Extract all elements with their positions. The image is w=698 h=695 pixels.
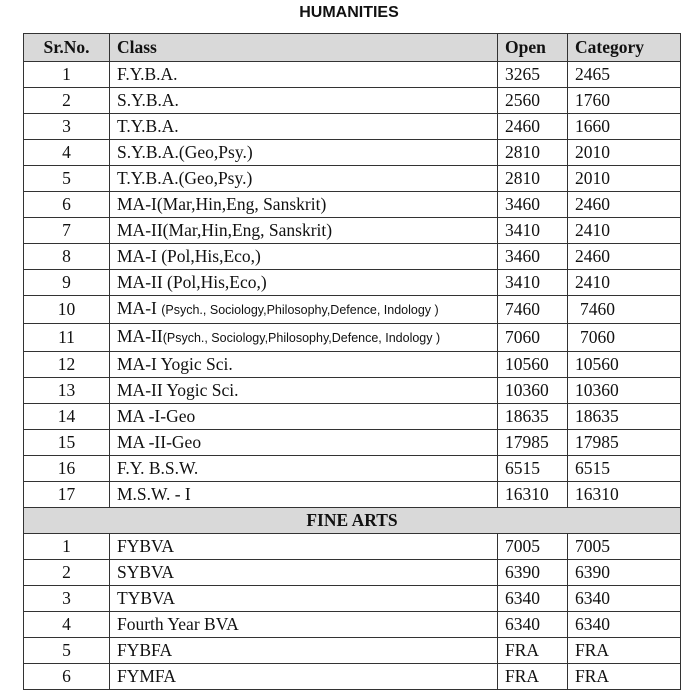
- class-cell: FYBFA: [110, 638, 498, 664]
- open-fee-cell: 3410: [498, 270, 568, 296]
- sr-no-cell: 1: [24, 534, 110, 560]
- class-name: MA-II: [117, 326, 163, 346]
- sr-no-cell: 13: [24, 378, 110, 404]
- sr-no-cell: 17: [24, 482, 110, 508]
- class-cell: MA-II Yogic Sci.: [110, 378, 498, 404]
- class-cell: S.Y.B.A.(Geo,Psy.): [110, 140, 498, 166]
- sr-no-cell: 10: [24, 296, 110, 324]
- table-row: [24, 456, 681, 482]
- table-row: [24, 534, 681, 560]
- class-cell: MA-I(Mar,Hin,Eng, Sanskrit): [110, 192, 498, 218]
- section-header-row: [24, 508, 681, 534]
- class-subjects: (Psych., Sociology,Philosophy,Defence, Indology ): [161, 303, 439, 317]
- open-fee-cell: 3410: [498, 218, 568, 244]
- class-cell: F.Y.B.A.: [110, 62, 498, 88]
- category-fee-cell: 10560: [568, 352, 681, 378]
- class-cell: F.Y. B.S.W.: [110, 456, 498, 482]
- fee-table: [23, 33, 681, 690]
- category-fee-cell: 7005: [568, 534, 681, 560]
- table-row: [24, 140, 681, 166]
- sr-no-cell: 6: [24, 192, 110, 218]
- category-fee-cell: 1760: [568, 88, 681, 114]
- class-cell: FYMFA: [110, 664, 498, 690]
- open-fee-cell: 7005: [498, 534, 568, 560]
- sr-no-cell: 15: [24, 430, 110, 456]
- header-class: Class: [110, 34, 498, 62]
- category-fee-cell: 6515: [568, 456, 681, 482]
- class-cell: Fourth Year BVA: [110, 612, 498, 638]
- sr-no-cell: 16: [24, 456, 110, 482]
- section-title-fine-arts: FINE ARTS: [24, 508, 681, 534]
- class-cell: [110, 324, 498, 352]
- table-row: [24, 88, 681, 114]
- table-row: [24, 560, 681, 586]
- open-fee-cell: 2810: [498, 140, 568, 166]
- sr-no-cell: 5: [24, 638, 110, 664]
- open-fee-cell: 2460: [498, 114, 568, 140]
- sr-no-cell: 7: [24, 218, 110, 244]
- table-row: [24, 270, 681, 296]
- table-row: [24, 114, 681, 140]
- table-row: [24, 430, 681, 456]
- table-row: [24, 244, 681, 270]
- category-fee-cell: 7460: [568, 296, 681, 324]
- open-fee-cell: 6340: [498, 612, 568, 638]
- class-cell: T.Y.B.A.: [110, 114, 498, 140]
- open-fee-cell: 3460: [498, 192, 568, 218]
- category-fee-cell: 2410: [568, 270, 681, 296]
- class-cell: MA -II-Geo: [110, 430, 498, 456]
- class-name: MA-I: [117, 298, 162, 318]
- header-open: Open: [498, 34, 568, 62]
- table-row: [24, 612, 681, 638]
- category-fee-cell: 2460: [568, 192, 681, 218]
- open-fee-cell: 10360: [498, 378, 568, 404]
- table-body: [24, 62, 681, 690]
- open-fee-cell: 16310: [498, 482, 568, 508]
- table-row: [24, 482, 681, 508]
- class-cell: MA-II(Mar,Hin,Eng, Sanskrit): [110, 218, 498, 244]
- table-row: [24, 586, 681, 612]
- category-fee-cell: 7060: [568, 324, 681, 352]
- table-row: [24, 378, 681, 404]
- table-row: [24, 404, 681, 430]
- open-fee-cell: 7460: [498, 296, 568, 324]
- table-row: [24, 192, 681, 218]
- open-fee-cell: 3460: [498, 244, 568, 270]
- sr-no-cell: 6: [24, 664, 110, 690]
- open-fee-cell: 6390: [498, 560, 568, 586]
- sr-no-cell: 2: [24, 560, 110, 586]
- table-header-row: [24, 34, 681, 62]
- class-cell: S.Y.B.A.: [110, 88, 498, 114]
- open-fee-cell: 2810: [498, 166, 568, 192]
- sr-no-cell: 11: [24, 324, 110, 352]
- category-fee-cell: FRA: [568, 638, 681, 664]
- class-cell: TYBVA: [110, 586, 498, 612]
- table-row: [24, 62, 681, 88]
- class-cell: MA -I-Geo: [110, 404, 498, 430]
- open-fee-cell: 18635: [498, 404, 568, 430]
- category-fee-cell: 10360: [568, 378, 681, 404]
- class-cell: M.S.W. - I: [110, 482, 498, 508]
- sr-no-cell: 3: [24, 586, 110, 612]
- category-fee-cell: 16310: [568, 482, 681, 508]
- class-cell: T.Y.B.A.(Geo,Psy.): [110, 166, 498, 192]
- open-fee-cell: 6340: [498, 586, 568, 612]
- table-row: [24, 664, 681, 690]
- open-fee-cell: 2560: [498, 88, 568, 114]
- open-fee-cell: 7060: [498, 324, 568, 352]
- category-fee-cell: 17985: [568, 430, 681, 456]
- table-row: [24, 218, 681, 244]
- category-fee-cell: 2460: [568, 244, 681, 270]
- sr-no-cell: 2: [24, 88, 110, 114]
- sr-no-cell: 9: [24, 270, 110, 296]
- table-row: [24, 638, 681, 664]
- class-cell: MA-I (Pol,His,Eco,): [110, 244, 498, 270]
- class-cell: FYBVA: [110, 534, 498, 560]
- table-row: [24, 352, 681, 378]
- category-fee-cell: 2465: [568, 62, 681, 88]
- sr-no-cell: 8: [24, 244, 110, 270]
- page-title: HUMANITIES: [299, 4, 399, 21]
- class-cell: [110, 296, 498, 324]
- sr-no-cell: 3: [24, 114, 110, 140]
- category-fee-cell: 2410: [568, 218, 681, 244]
- open-fee-cell: 6515: [498, 456, 568, 482]
- category-fee-cell: 1660: [568, 114, 681, 140]
- open-fee-cell: FRA: [498, 638, 568, 664]
- sr-no-cell: 1: [24, 62, 110, 88]
- sr-no-cell: 4: [24, 612, 110, 638]
- sr-no-cell: 5: [24, 166, 110, 192]
- open-fee-cell: 10560: [498, 352, 568, 378]
- sr-no-cell: 4: [24, 140, 110, 166]
- category-fee-cell: 18635: [568, 404, 681, 430]
- category-fee-cell: FRA: [568, 664, 681, 690]
- class-subjects: (Psych., Sociology,Philosophy,Defence, Indology ): [162, 331, 441, 345]
- category-fee-cell: 6340: [568, 586, 681, 612]
- open-fee-cell: 3265: [498, 62, 568, 88]
- class-cell: SYBVA: [110, 560, 498, 586]
- sr-no-cell: 14: [24, 404, 110, 430]
- category-fee-cell: 2010: [568, 166, 681, 192]
- class-cell: MA-II (Pol,His,Eco,): [110, 270, 498, 296]
- category-fee-cell: 2010: [568, 140, 681, 166]
- table-row: [24, 296, 681, 324]
- header-sr-no: Sr.No.: [24, 34, 110, 62]
- table-row: [24, 324, 681, 352]
- open-fee-cell: FRA: [498, 664, 568, 690]
- table-row: [24, 166, 681, 192]
- category-fee-cell: 6340: [568, 612, 681, 638]
- header-category: Category: [568, 34, 681, 62]
- class-cell: MA-I Yogic Sci.: [110, 352, 498, 378]
- sr-no-cell: 12: [24, 352, 110, 378]
- category-fee-cell: 6390: [568, 560, 681, 586]
- open-fee-cell: 17985: [498, 430, 568, 456]
